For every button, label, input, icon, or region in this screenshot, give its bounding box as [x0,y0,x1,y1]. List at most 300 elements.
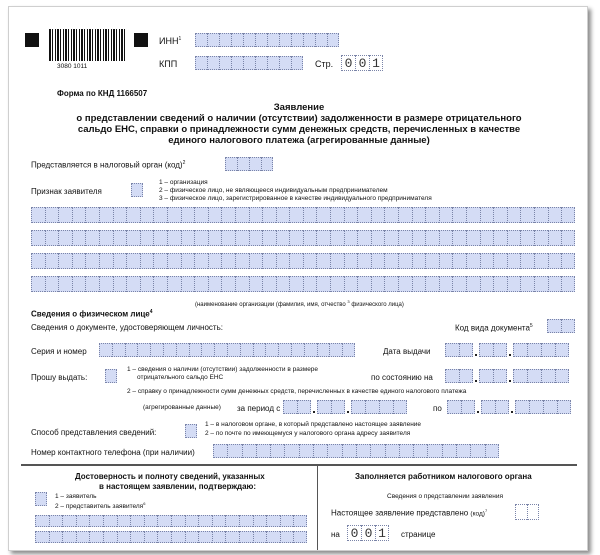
input-cell[interactable] [357,276,371,292]
submission-code-field[interactable] [515,504,539,520]
input-cell[interactable] [219,56,231,70]
input-cell[interactable] [427,444,441,458]
input-cell[interactable] [276,276,290,292]
date-digit-cell[interactable] [459,343,473,357]
input-cell[interactable] [262,207,276,223]
period-to-field[interactable] [447,400,571,414]
input-cell[interactable] [561,207,575,223]
input-cell[interactable] [534,230,548,246]
input-cell[interactable] [327,444,341,458]
input-cell[interactable] [548,276,562,292]
input-cell[interactable] [303,276,317,292]
input-cell[interactable] [452,230,466,246]
input-cell[interactable] [126,207,140,223]
input-cell[interactable] [356,444,370,458]
input-cell[interactable] [130,515,144,527]
input-cell[interactable] [235,253,249,269]
input-cell[interactable] [316,253,330,269]
input-cell[interactable] [240,343,253,357]
date-digit-cell[interactable] [495,400,509,414]
input-cell[interactable] [357,207,371,223]
input-cell[interactable] [171,515,185,527]
request-type-field[interactable] [105,369,117,383]
input-cell[interactable] [289,230,303,246]
input-cell[interactable] [126,230,140,246]
input-cell[interactable] [208,230,222,246]
applicant-type-field[interactable] [131,183,143,197]
input-cell[interactable] [194,253,208,269]
input-cell[interactable] [242,444,256,458]
input-cell[interactable] [201,343,214,357]
input-cell[interactable] [412,276,426,292]
input-cell[interactable] [330,207,344,223]
input-cell[interactable] [239,531,253,543]
input-cell[interactable] [58,276,72,292]
input-cell[interactable] [262,230,276,246]
input-cell[interactable] [371,230,385,246]
input-cell[interactable] [144,515,158,527]
input-cell[interactable] [85,230,99,246]
input-cell[interactable] [452,276,466,292]
input-cell[interactable] [520,207,534,223]
input-cell[interactable] [291,343,304,357]
input-cell[interactable] [280,515,294,527]
input-cell[interactable] [255,56,267,70]
input-cell[interactable] [412,207,426,223]
input-cell[interactable] [507,276,521,292]
input-cell[interactable] [237,157,249,171]
input-cell[interactable] [480,230,494,246]
input-cell[interactable] [113,276,127,292]
input-cell[interactable] [561,230,575,246]
date-digit-cell[interactable] [513,369,527,383]
input-cell[interactable] [493,276,507,292]
input-cell[interactable] [140,253,154,269]
input-cell[interactable] [221,276,235,292]
date-digit-cell[interactable] [479,369,493,383]
input-cell[interactable] [507,207,521,223]
input-cell[interactable] [480,253,494,269]
input-cell[interactable] [253,515,267,527]
input-cell[interactable] [194,230,208,246]
input-cell[interactable] [231,56,243,70]
date-digit-cell[interactable] [493,343,507,357]
input-cell[interactable] [239,515,253,527]
input-cell[interactable] [398,253,412,269]
tax-authority-code-field[interactable] [225,157,273,171]
input-cell[interactable] [225,531,239,543]
input-cell[interactable] [231,33,243,47]
input-cell[interactable] [279,33,291,47]
input-cell[interactable] [163,343,176,357]
input-cell[interactable] [291,33,303,47]
input-cell[interactable] [62,531,76,543]
date-digit-cell[interactable] [447,400,461,414]
input-cell[interactable] [153,253,167,269]
date-digit-cell[interactable] [297,400,311,414]
input-cell[interactable] [293,515,307,527]
doc-type-field[interactable] [547,319,575,333]
input-cell[interactable] [480,276,494,292]
input-cell[interactable] [249,207,263,223]
input-cell[interactable] [58,253,72,269]
input-cell[interactable] [452,207,466,223]
input-cell[interactable] [235,276,249,292]
input-cell[interactable] [221,230,235,246]
input-cell[interactable] [62,515,76,527]
input-cell[interactable] [466,253,480,269]
input-cell[interactable] [256,444,270,458]
input-cell[interactable] [140,230,154,246]
input-cell[interactable] [385,444,399,458]
input-cell[interactable] [99,253,113,269]
input-cell[interactable] [35,515,49,527]
input-cell[interactable] [316,230,330,246]
date-digit-cell[interactable] [515,400,529,414]
input-cell[interactable] [412,253,426,269]
input-cell[interactable] [293,531,307,543]
input-cell[interactable] [316,276,330,292]
as-of-date-field[interactable] [445,369,569,383]
input-cell[interactable] [548,230,562,246]
input-cell[interactable] [49,515,63,527]
input-cell[interactable] [384,276,398,292]
input-cell[interactable] [439,230,453,246]
input-cell[interactable] [113,230,127,246]
input-cell[interactable] [137,343,150,357]
inn-field[interactable] [195,33,339,47]
input-cell[interactable] [45,253,59,269]
input-row[interactable] [31,207,575,223]
input-cell[interactable] [267,56,279,70]
date-digit-cell[interactable] [543,400,557,414]
input-cell[interactable] [413,444,427,458]
input-cell[interactable] [219,33,231,47]
input-cell[interactable] [304,343,317,357]
input-cell[interactable] [253,343,266,357]
input-cell[interactable] [278,343,291,357]
input-cell[interactable] [181,253,195,269]
input-cell[interactable] [85,276,99,292]
input-cell[interactable] [117,531,131,543]
input-cell[interactable] [198,515,212,527]
date-digit-cell[interactable] [283,400,297,414]
period-from-field[interactable] [283,400,407,414]
input-cell[interactable] [49,531,63,543]
input-cell[interactable] [398,276,412,292]
input-cell[interactable] [150,343,163,357]
input-cell[interactable] [425,276,439,292]
input-cell[interactable] [280,531,294,543]
delivery-method-field[interactable] [185,424,197,438]
input-cell[interactable] [266,531,280,543]
input-cell[interactable] [153,230,167,246]
input-cell[interactable] [208,253,222,269]
date-digit-cell[interactable] [529,400,543,414]
input-cell[interactable] [253,531,267,543]
phone-field[interactable] [213,444,499,458]
input-cell[interactable] [153,207,167,223]
input-cell[interactable] [425,207,439,223]
input-cell[interactable] [398,230,412,246]
input-cell[interactable] [181,230,195,246]
input-cell[interactable] [548,207,562,223]
date-digit-cell[interactable] [541,369,555,383]
date-digit-cell[interactable] [493,369,507,383]
input-cell[interactable] [507,253,521,269]
input-cell[interactable] [452,253,466,269]
input-cell[interactable] [235,230,249,246]
input-cell[interactable] [99,343,112,357]
input-cell[interactable] [181,276,195,292]
input-cell[interactable] [520,230,534,246]
input-cell[interactable] [130,531,144,543]
input-cell[interactable] [561,253,575,269]
input-cell[interactable] [284,444,298,458]
input-cell[interactable] [456,444,470,458]
input-cell[interactable] [276,253,290,269]
input-cell[interactable] [547,319,561,333]
input-cell[interactable] [212,531,226,543]
input-cell[interactable] [493,253,507,269]
input-cell[interactable] [316,207,330,223]
input-cell[interactable] [303,253,317,269]
input-cell[interactable] [76,515,90,527]
date-digit-cell[interactable] [555,343,569,357]
input-cell[interactable] [45,276,59,292]
date-digit-cell[interactable] [393,400,407,414]
input-cell[interactable] [126,276,140,292]
input-cell[interactable] [157,515,171,527]
input-cell[interactable] [126,253,140,269]
input-cell[interactable] [89,515,103,527]
input-cell[interactable] [167,253,181,269]
input-cell[interactable] [140,276,154,292]
input-row[interactable] [31,276,575,292]
input-cell[interactable] [45,230,59,246]
input-cell[interactable] [384,207,398,223]
input-cell[interactable] [262,276,276,292]
input-cell[interactable] [520,253,534,269]
input-cell[interactable] [125,343,138,357]
date-digit-cell[interactable] [527,369,541,383]
input-cell[interactable] [548,253,562,269]
input-cell[interactable] [113,253,127,269]
input-cell[interactable] [144,531,158,543]
input-cell[interactable] [212,515,226,527]
input-cell[interactable] [227,444,241,458]
input-cell[interactable] [384,230,398,246]
input-cell[interactable] [249,253,263,269]
input-cell[interactable] [439,207,453,223]
input-cell[interactable] [72,230,86,246]
input-cell[interactable] [194,207,208,223]
input-cell[interactable] [303,33,315,47]
input-cell[interactable] [157,531,171,543]
input-cell[interactable] [207,33,219,47]
input-cell[interactable] [249,230,263,246]
input-cell[interactable] [208,207,222,223]
input-cell[interactable] [176,343,189,357]
input-cell[interactable] [398,207,412,223]
input-cell[interactable] [181,207,195,223]
input-cell[interactable] [534,207,548,223]
input-cell[interactable] [493,230,507,246]
input-cell[interactable] [31,230,45,246]
input-cell[interactable] [493,207,507,223]
input-cell[interactable] [85,207,99,223]
input-cell[interactable] [208,276,222,292]
input-cell[interactable] [249,157,261,171]
input-cell[interactable] [425,253,439,269]
input-cell[interactable] [384,253,398,269]
input-cell[interactable] [185,531,199,543]
input-cell[interactable] [330,253,344,269]
input-cell[interactable] [198,531,212,543]
input-cell[interactable] [344,230,358,246]
input-cell[interactable] [243,33,255,47]
input-cell[interactable] [303,230,317,246]
input-cell[interactable] [534,253,548,269]
kpp-field[interactable] [195,56,303,70]
input-cell[interactable] [289,253,303,269]
input-cell[interactable] [31,207,45,223]
date-digit-cell[interactable] [365,400,379,414]
input-cell[interactable] [371,276,385,292]
input-cell[interactable] [561,319,575,333]
input-cell[interactable] [207,56,219,70]
input-cell[interactable] [466,276,480,292]
date-digit-cell[interactable] [351,400,365,414]
input-cell[interactable] [255,33,267,47]
date-digit-cell[interactable] [379,400,393,414]
input-cell[interactable] [370,444,384,458]
date-digit-cell[interactable] [331,400,345,414]
input-cell[interactable] [330,230,344,246]
date-digit-cell[interactable] [445,343,459,357]
input-cell[interactable] [58,207,72,223]
input-cell[interactable] [276,207,290,223]
input-cell[interactable] [31,253,45,269]
input-cell[interactable] [466,230,480,246]
input-cell[interactable] [112,343,125,357]
input-cell[interactable] [103,515,117,527]
input-cell[interactable] [221,253,235,269]
input-cell[interactable] [344,207,358,223]
date-digit-cell[interactable] [513,343,527,357]
input-row[interactable] [31,230,575,246]
input-cell[interactable] [249,276,263,292]
input-cell[interactable] [225,515,239,527]
input-cell[interactable] [439,253,453,269]
input-cell[interactable] [153,276,167,292]
issue-date-field[interactable] [445,343,569,357]
series-number-field[interactable] [99,343,355,357]
input-cell[interactable] [265,343,278,357]
input-cell[interactable] [89,531,103,543]
input-cell[interactable] [480,207,494,223]
input-cell[interactable] [167,207,181,223]
date-digit-cell[interactable] [461,400,475,414]
input-cell[interactable] [261,157,273,171]
input-cell[interactable] [303,207,317,223]
date-digit-cell[interactable] [459,369,473,383]
input-cell[interactable] [329,343,342,357]
input-cell[interactable] [221,207,235,223]
input-cell[interactable] [117,515,131,527]
date-digit-cell[interactable] [317,400,331,414]
date-digit-cell[interactable] [445,369,459,383]
input-cell[interactable] [289,207,303,223]
input-cell[interactable] [35,531,49,543]
input-cell[interactable] [279,56,291,70]
input-cell[interactable] [72,207,86,223]
input-cell[interactable] [520,276,534,292]
input-cell[interactable] [99,276,113,292]
date-digit-cell[interactable] [555,369,569,383]
input-cell[interactable] [425,230,439,246]
date-digit-cell[interactable] [479,343,493,357]
input-cell[interactable] [357,230,371,246]
input-cell[interactable] [171,531,185,543]
input-cell[interactable] [167,276,181,292]
input-cell[interactable] [342,343,355,357]
input-cell[interactable] [76,531,90,543]
input-cell[interactable] [227,343,240,357]
input-cell[interactable] [140,207,154,223]
input-cell[interactable] [85,253,99,269]
input-cell[interactable] [31,276,45,292]
input-cell[interactable] [195,56,207,70]
input-cell[interactable] [357,253,371,269]
input-cell[interactable] [214,343,227,357]
input-cell[interactable] [72,276,86,292]
input-cell[interactable] [270,444,284,458]
input-cell[interactable] [213,444,227,458]
input-cell[interactable] [243,56,255,70]
input-cell[interactable] [342,444,356,458]
input-cell[interactable] [371,207,385,223]
input-cell[interactable] [439,276,453,292]
input-row[interactable] [31,253,575,269]
input-cell[interactable] [412,230,426,246]
input-cell[interactable] [399,444,413,458]
input-cell[interactable] [113,207,127,223]
input-cell[interactable] [344,253,358,269]
input-cell[interactable] [45,207,59,223]
input-cell[interactable] [185,515,199,527]
input-cell[interactable] [470,444,484,458]
input-cell[interactable] [189,343,202,357]
input-cell[interactable] [276,230,290,246]
input-cell[interactable] [194,276,208,292]
input-cell[interactable] [225,157,237,171]
input-cell[interactable] [72,253,86,269]
input-cell[interactable] [291,56,303,70]
input-cell[interactable] [167,230,181,246]
input-cell[interactable] [371,253,385,269]
input-cell[interactable] [299,444,313,458]
input-cell[interactable] [561,276,575,292]
input-cell[interactable] [327,33,339,47]
input-cell[interactable] [315,33,327,47]
input-cell[interactable] [195,33,207,47]
date-digit-cell[interactable] [557,400,571,414]
input-cell[interactable] [507,230,521,246]
input-row[interactable] [35,531,307,543]
input-cell[interactable] [344,276,358,292]
input-cell[interactable] [289,276,303,292]
